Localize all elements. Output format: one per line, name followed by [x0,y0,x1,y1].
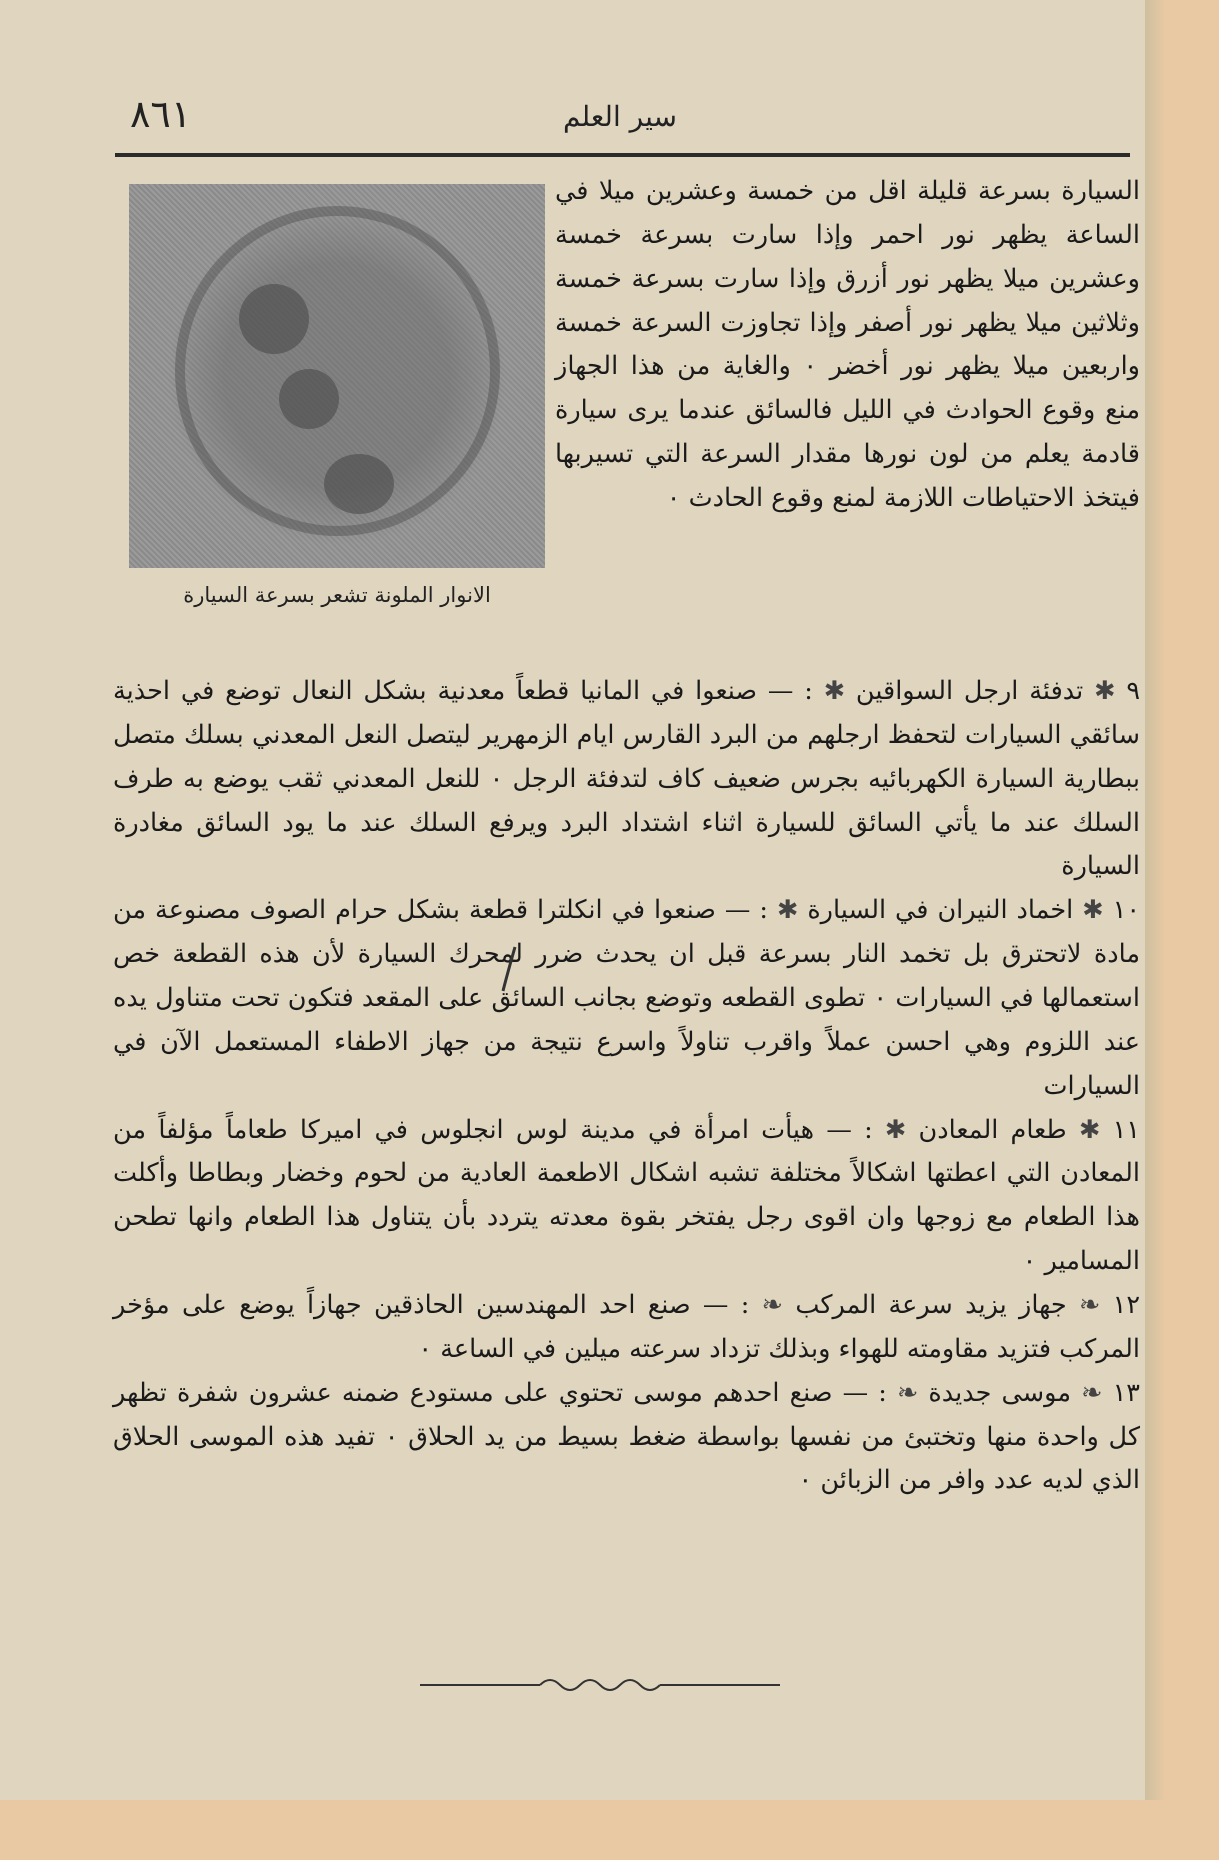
ornament-icon: ✱ [1078,1114,1101,1145]
ornament-icon: ✱ [823,676,846,706]
section-text: : — صنعوا في انكلترا قطعة بشكل حرام الصوف مصنوعة من مادة لاتحترق بل تخمد النار بسرعة قبل ان يحدث ضرر لمحرك السيارة لأن هذه القطعة خص استعمالها في السيارات ٠ تطوى القطعه وتوضع بجانب السائق على المقعد فتكون تحت متناول يده عند اللزوم وهي احسن عملاً واقرب تناولاً واسرع نتيجة من جهاز الاطفاء المستعمل الآن في السيارات [113,895,1140,1101]
section-11 [113,1109,1140,1284]
figure-lamp [239,284,309,354]
sections [113,670,1140,1503]
ornament-icon: ❧ [1081,1377,1103,1408]
section-12 [113,1284,1140,1372]
section-text: : — صنع احدهم موسى تحتوي على مستودع ضمنه عشرون شفرة تظهر كل واحدة منها وتختبئ من نفسها بواسطة ضغط بسيط من يد الحلاق ٠ تفيد هذه الموسى الحلاق الذي لديه عدد وافر من الزبائن ٠ [113,1377,1140,1496]
pen-mark-icon [497,945,527,995]
intro-text: السيارة بسرعة قليلة اقل من خمسة وعشرين ميلا في الساعة يظهر نور احمر وإذا سارت بسرعة خمسة وعشرين ميلا يظهر نور أزرق وإذا سارت بسرعة خمسة وثلاثين ميلا يظهر نور أصفر وإذا تجاوزت السرعة خمسة واربعين ميلا يظهر نور أخضر ٠ والغاية من هذا الجهاز منع وقوع الحوادث في الليل فالسائق عندما يرى سيارة قادمة يعلم من لون نورها مقدار السرعة التي تسيربها فيتخذ الاحتياطات اللازمة لمنع وقوع الحادث ٠ [555,176,1140,514]
ornament-icon: ❧ [1078,1290,1101,1321]
figure-lamp [324,454,394,514]
section-10 [113,889,1140,1108]
section-number: ١٠ [1112,895,1141,926]
section-13 [113,1372,1140,1504]
figure-caption: الانوار الملونة تشعر بسرعة السيارة [183,583,491,607]
section-text: : — صنع احد المهندسين الحاذقين جهازاً يوضع على مؤخر المركب فتزيد مقاومته للهواء وبذلك تزداد سرعته ميلين في الساعة ٠ [113,1290,1140,1364]
page-edge [1145,0,1165,1800]
section-text: : — صنعوا في المانيا قطعاً معدنية بشكل النعال توضع في احذية سائقي السيارات لتحفظ ارجلهم من البرد القارس ايام الزمهرير ليتصل النعل المعدني بسلك متصل ببطارية السيارة الكهربائيه بجرس ضعيف كاف لتدفئة الرجل ٠ للنعل المعدني ثقب يوضع به طرف السلك عند ما يأتي السائق للسيارة اثناء اشتداد البرد ويرفع السلك عند ما يود السائق مغادرة السيارة [113,676,1140,882]
ornament-icon: ✱ [884,1114,907,1145]
section-number: ١٣ [1112,1377,1140,1408]
section-number: ١٢ [1112,1290,1141,1321]
section-title: جهاز يزيد سرعة المركب [795,1290,1067,1321]
section-text: : — هيأت امرأة في مدينة لوس انجلوس في اميركا طعاماً مؤلفاً من المعادن التي اعطتها اشكالاً مختلفة تشبه اشكال الاطعمة العادية من لحوم وخضار وبطاطا وأكلت هذا الطعام مع زوجها وان اقوى رجل يفتخر بقوة معدته يتردد بأن يتناول هذا الطعام وانها تطحن المسامير ٠ [113,1114,1140,1277]
section-title: موسى جديدة [928,1377,1071,1408]
ornament-icon: ✱ [776,895,799,926]
intro-paragraph [555,170,1140,521]
section-number: ٩ [1126,676,1141,706]
section-9 [113,670,1140,889]
section-title: تدفئة ارجل السواقين [855,676,1084,706]
section-title: طعام المعادن [918,1114,1067,1145]
running-title: سير العلم [563,100,677,133]
ornament-icon: ❧ [761,1290,784,1321]
ornament-icon: ✱ [1082,895,1104,926]
ornament-icon: ❧ [896,1377,919,1408]
header-rule [115,153,1130,157]
figure-lamp [279,369,339,429]
section-number: ١١ [1112,1114,1140,1145]
figure-photo [129,184,545,568]
page-number: ٨٦١ [130,92,192,136]
ornament-icon: ✱ [1094,676,1116,706]
end-ornament-icon [420,1670,780,1700]
section-title: اخماد النيران في السيارة [807,895,1074,926]
